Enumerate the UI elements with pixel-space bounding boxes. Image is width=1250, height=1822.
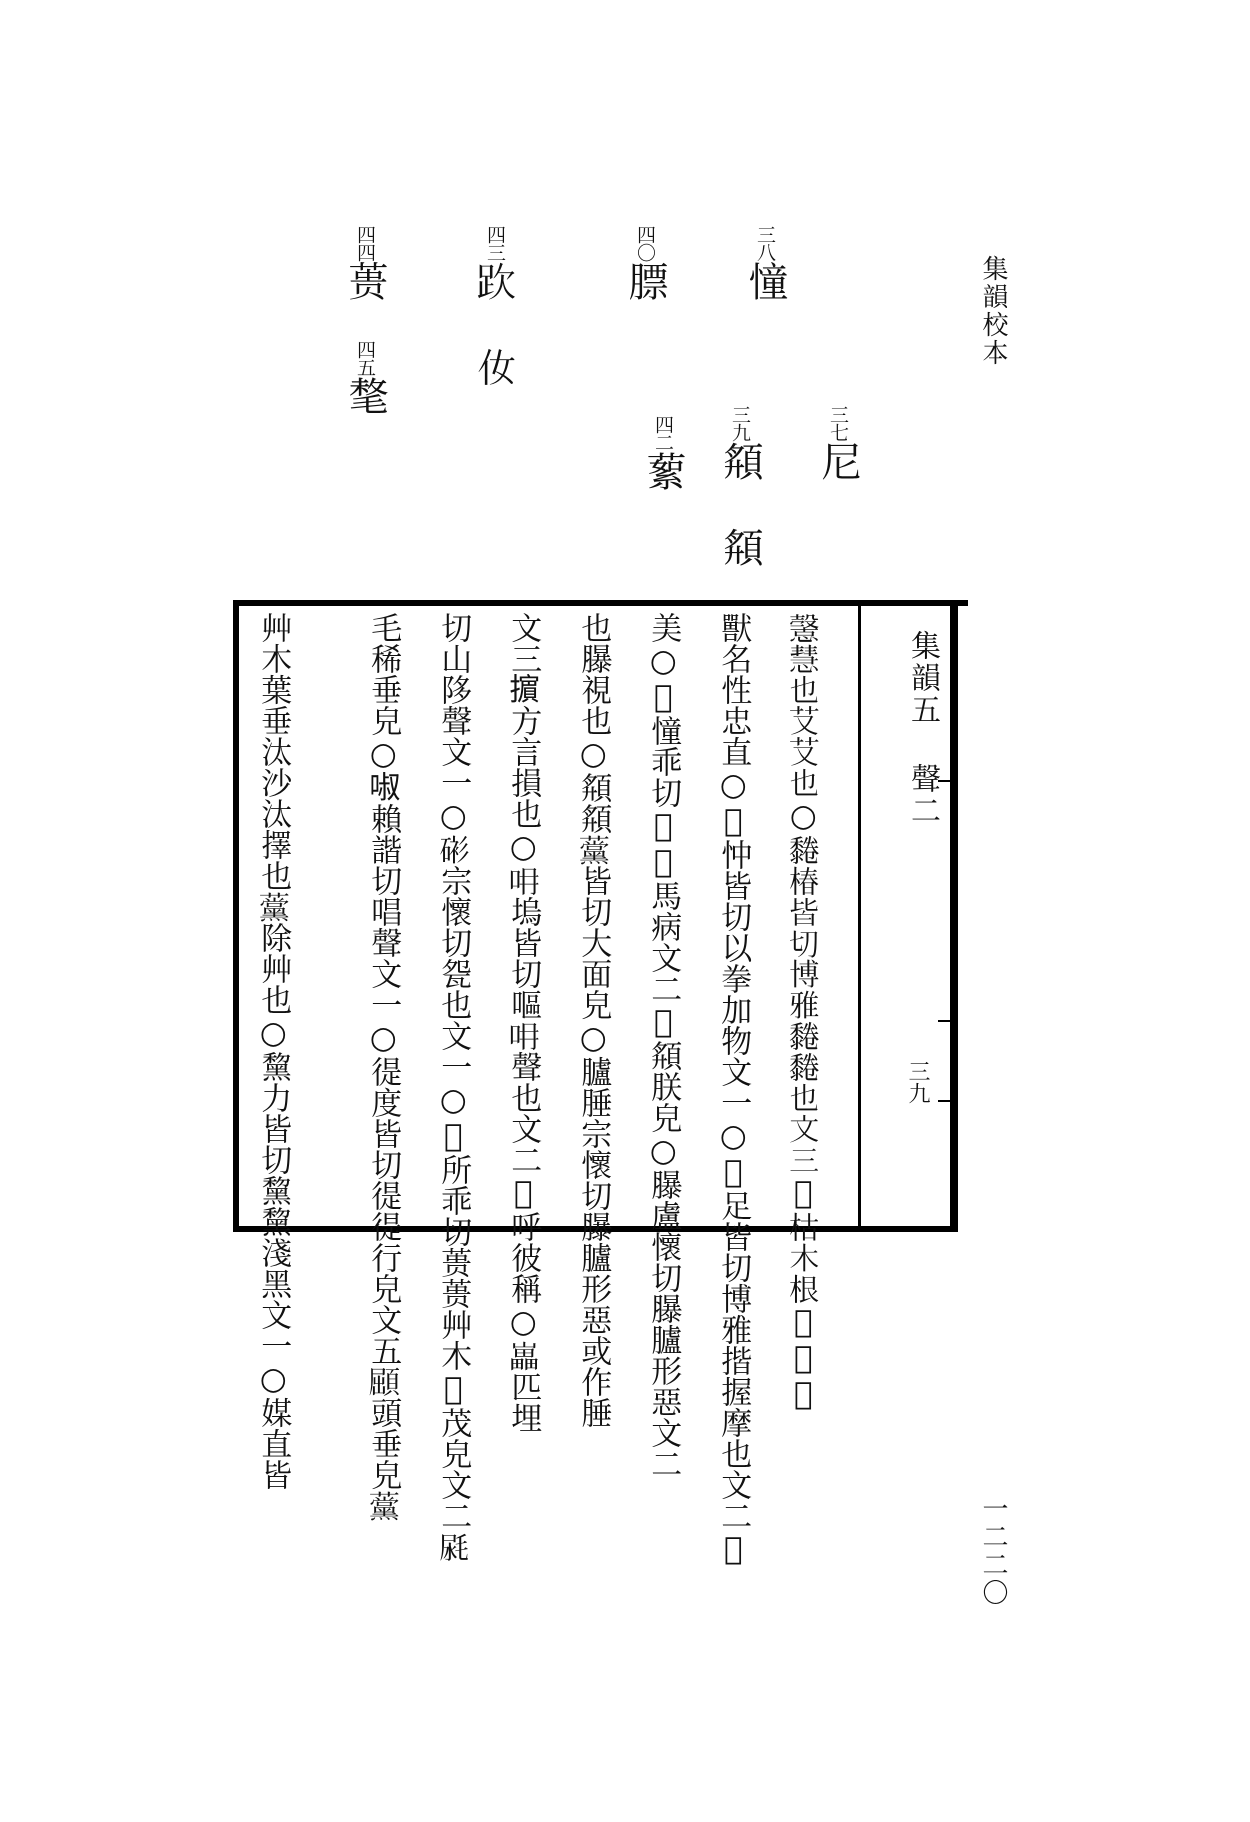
running-title: 集韻校本 xyxy=(978,255,1008,367)
text-column-7 xyxy=(363,612,433,1521)
center-column-leaf: 三九 xyxy=(905,1060,930,1104)
column-text: 也𦢊視也○頯頯𧅗皆切大面皃○臚腄宗懷切𦢊臚形惡或作腄 xyxy=(575,612,612,1428)
note-text: 㲠 xyxy=(342,376,388,416)
note-text: 𧿞 㚢 xyxy=(472,261,518,387)
text-column-5 xyxy=(503,612,573,1433)
fish-tail-mark xyxy=(938,1100,954,1102)
page-number: 一二二〇 xyxy=(978,1495,1008,1607)
column-text: 切山陊聲文一○𥓸宗懷切㼝也文一○𦾨所乖切蒉蒉艸木𦾨茂皃文二𣭼 xyxy=(435,612,472,1562)
note-42 xyxy=(640,415,686,491)
center-column-text: 集韻五 聲二 xyxy=(905,630,940,827)
column-text: 文三𢷤方言損也○𠯍塢皆切嘔𠯍聲也文二𧨓呼彼稱○𡾋匹埋 xyxy=(505,612,542,1433)
column-text: 毛稀垂皃○𠴫賴諧切唱聲文一○徥度皆切徥徥行皃文五𩓦頭垂皃𧅗 xyxy=(365,612,402,1521)
column-text: 艸木葉垂汰沙汰擇也𧅗除艸也○黧力皆切黧黧淺黑文一○媒直皆 xyxy=(255,612,292,1490)
text-column-4 xyxy=(573,612,643,1428)
note-39 xyxy=(717,405,763,567)
note-text: 尼 xyxy=(815,441,861,481)
center-column-rule-outer xyxy=(950,606,952,1226)
note-37 xyxy=(815,405,861,481)
column-text: 獸名性忠直○𡈩忡皆切以拳加物文一○𢸑足皆切博雅揩握摩也文二𡈩 xyxy=(715,612,752,1567)
note-number: 四〇 xyxy=(634,225,656,261)
note-number: 四五 xyxy=(354,340,376,376)
note-number: 四三 xyxy=(484,225,506,261)
text-column-8 xyxy=(253,612,323,1490)
note-45 xyxy=(342,340,388,416)
text-column-1 xyxy=(783,612,853,1412)
note-text: 憧 xyxy=(742,261,788,301)
column-text: 美○𩈂憧乖切𠊱𩈂馬病文二𪓔頯朕皃○𦢊盧懷切𦢊臚形惡文二 xyxy=(645,612,682,1479)
note-number: 三八 xyxy=(754,225,776,261)
note-44 xyxy=(342,225,388,301)
note-38 xyxy=(742,225,788,301)
center-column-rule xyxy=(858,606,861,1226)
fish-tail-mark xyxy=(938,1020,954,1022)
column-text: 𢤶慧也𦫿𦫿也○𪐂椿皆切博雅𪐂𪐂也文三𡈩枯木根𥪖𥪖𥪖 xyxy=(785,612,822,1412)
note-number: 三九 xyxy=(729,405,751,441)
note-number: 四四 xyxy=(354,225,376,261)
note-text: 蕠 xyxy=(640,451,686,491)
note-text: 膘 xyxy=(622,261,668,301)
note-number: 三七 xyxy=(827,405,849,441)
note-43 xyxy=(472,225,518,387)
note-text: 蒉 xyxy=(342,261,388,301)
note-text: 頯 頯 xyxy=(717,441,763,567)
note-number: 四二 xyxy=(652,415,674,451)
note-40 xyxy=(622,225,668,301)
text-column-2 xyxy=(713,612,783,1567)
text-column-6 xyxy=(433,612,503,1562)
text-column-3 xyxy=(643,612,713,1479)
frame-tick xyxy=(958,600,968,606)
